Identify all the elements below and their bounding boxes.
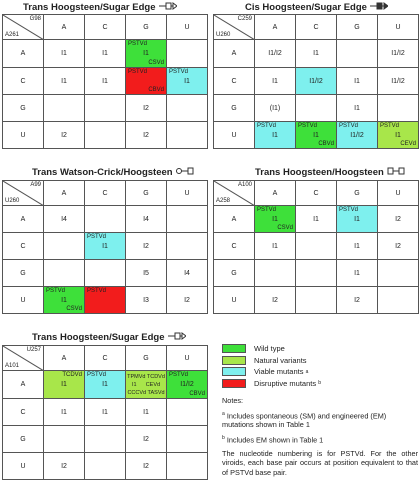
col-header: U bbox=[378, 181, 419, 206]
cell bbox=[85, 260, 126, 287]
cell bbox=[296, 287, 337, 314]
col-header: U bbox=[167, 181, 208, 206]
cell-wild-type: PSTVd I1 CBVd bbox=[296, 122, 337, 149]
cell: I1 bbox=[85, 40, 126, 68]
cell bbox=[85, 95, 126, 122]
row-header: G bbox=[3, 260, 44, 287]
note-a: $^a$ Includes spontaneous (SM) and engineered (EM) mutations shown in Table 1 bbox=[222, 410, 387, 430]
legend-item-wild-type: Wild type bbox=[222, 343, 417, 355]
cell: I1/I2 bbox=[378, 40, 419, 68]
row-header: U bbox=[214, 122, 255, 149]
row-header: G bbox=[3, 426, 44, 453]
col-header: G bbox=[126, 346, 167, 371]
cell-viable: I1/I2 bbox=[296, 68, 337, 95]
cell bbox=[85, 453, 126, 480]
col-header: A bbox=[255, 181, 296, 206]
panel3-corner: A99 U260 bbox=[3, 181, 44, 206]
cell bbox=[167, 426, 208, 453]
legend-swatch bbox=[222, 379, 246, 388]
row-header: A bbox=[3, 40, 44, 68]
cell: (I1) bbox=[255, 95, 296, 122]
cell: I2 bbox=[126, 426, 167, 453]
col-header: G bbox=[337, 181, 378, 206]
cell: I1 bbox=[44, 40, 85, 68]
cell: I1 bbox=[44, 68, 85, 95]
panel4-title: Trans Hoogsteen/Hoogsteen bbox=[255, 167, 405, 178]
col-header: A bbox=[44, 15, 85, 40]
cell bbox=[44, 95, 85, 122]
col-header: C bbox=[296, 181, 337, 206]
cell: I1 bbox=[255, 68, 296, 95]
panel2-table bbox=[213, 14, 419, 149]
cell bbox=[255, 260, 296, 287]
cell: I1 bbox=[85, 68, 126, 95]
cell-wild-type: PSTVd I1 CSVd bbox=[44, 287, 85, 314]
cell: I4 bbox=[126, 206, 167, 233]
trans-wc-hoogsteen-icon bbox=[176, 167, 194, 177]
cell: I1 bbox=[337, 68, 378, 95]
legend bbox=[222, 343, 417, 389]
cell-viable: PSTVd I1 bbox=[85, 233, 126, 260]
cell: I2 bbox=[44, 453, 85, 480]
col-header: A bbox=[44, 181, 85, 206]
col-header: C bbox=[85, 346, 126, 371]
col-header: U bbox=[378, 15, 419, 40]
cell-wild-type: PSTVd I1/I2 CBVd bbox=[167, 371, 208, 399]
col-header: C bbox=[85, 181, 126, 206]
cell: I4 bbox=[44, 206, 85, 233]
row-header: C bbox=[3, 68, 44, 95]
cell: I3 bbox=[126, 287, 167, 314]
col-header: G bbox=[126, 15, 167, 40]
panel3-table bbox=[2, 180, 208, 314]
cell bbox=[296, 233, 337, 260]
legend-swatch bbox=[222, 356, 246, 365]
row-header: U bbox=[214, 287, 255, 314]
cell: I1 bbox=[85, 399, 126, 426]
cell bbox=[85, 122, 126, 149]
row-header: A bbox=[214, 206, 255, 233]
cell bbox=[337, 40, 378, 68]
note-b: $^b$ Includes EM shown in Table 1 bbox=[222, 434, 324, 445]
cell: I1 bbox=[44, 399, 85, 426]
row-header: C bbox=[214, 68, 255, 95]
row-header: G bbox=[214, 95, 255, 122]
row-header: A bbox=[3, 206, 44, 233]
panel5-table bbox=[2, 345, 208, 480]
cell: I1 bbox=[337, 233, 378, 260]
cell-viable: PSTVd I1 bbox=[255, 122, 296, 149]
cell: I2 bbox=[44, 122, 85, 149]
cell-wild-type: PSTVd I1 CSVd bbox=[255, 206, 296, 233]
row-header: A bbox=[214, 40, 255, 68]
panel1-corner: G98 A261 bbox=[3, 15, 44, 40]
cell-viable: PSTVd I1 bbox=[337, 206, 378, 233]
cell: I2 bbox=[126, 95, 167, 122]
row-header: C bbox=[3, 233, 44, 260]
col-header: G bbox=[126, 181, 167, 206]
cell bbox=[44, 260, 85, 287]
cell: I1/I2 bbox=[255, 40, 296, 68]
cell bbox=[296, 260, 337, 287]
trans-hoogsteen-sugar-icon bbox=[159, 2, 177, 12]
cell: I4 bbox=[167, 260, 208, 287]
cell: I1/I2 bbox=[378, 68, 419, 95]
cell bbox=[44, 426, 85, 453]
legend-item-disruptive-mutants: Disruptive mutants b bbox=[222, 378, 417, 390]
panel5-title: Trans Hoogsteen/Sugar Edge bbox=[32, 332, 186, 343]
legend-swatch bbox=[222, 367, 246, 376]
cell: I5 bbox=[126, 260, 167, 287]
panel2-corner: C259 U260 bbox=[214, 15, 255, 40]
legend-item-viable-mutants: Viable mutants a bbox=[222, 366, 417, 378]
panel4-corner: A100 A258 bbox=[214, 181, 255, 206]
cell-natural-variant: TCDVd I1 bbox=[44, 371, 85, 399]
cell: I2 bbox=[378, 206, 419, 233]
cell: I2 bbox=[126, 453, 167, 480]
col-header: C bbox=[85, 15, 126, 40]
panel2-title: Cis Hoogsteen/Sugar Edge bbox=[245, 2, 388, 13]
cis-hoogsteen-sugar-icon bbox=[370, 2, 388, 12]
cell bbox=[167, 453, 208, 480]
cell: I1 bbox=[255, 233, 296, 260]
panel4-table bbox=[213, 180, 419, 314]
cell-viable: PSTVd I1 bbox=[167, 68, 208, 95]
row-header: C bbox=[3, 399, 44, 426]
cell: I2 bbox=[126, 233, 167, 260]
cell bbox=[378, 95, 419, 122]
cell: I1 bbox=[296, 40, 337, 68]
cell: I2 bbox=[255, 287, 296, 314]
row-header: U bbox=[3, 287, 44, 314]
row-header: C bbox=[214, 233, 255, 260]
trans-hoogsteen-hoogsteen-icon bbox=[387, 167, 405, 177]
cell: I2 bbox=[337, 287, 378, 314]
row-header: G bbox=[3, 95, 44, 122]
cell bbox=[167, 399, 208, 426]
row-header: U bbox=[3, 122, 44, 149]
panel1-title: Trans Hoogsteen/Sugar Edge bbox=[23, 2, 177, 13]
col-header: G bbox=[337, 15, 378, 40]
cell bbox=[167, 122, 208, 149]
cell bbox=[167, 206, 208, 233]
cell-viable: PSTVd I1/I2 bbox=[337, 122, 378, 149]
notes-body: The nucleotide numbering is for PSTVd. For the other viroids, each base pair occurs at position equivalent to that of PSTVd base pair. bbox=[222, 448, 418, 477]
cell: I2 bbox=[378, 233, 419, 260]
col-header: U bbox=[167, 15, 208, 40]
legend-item-natural-variants: Natural variants bbox=[222, 355, 417, 367]
cell bbox=[167, 233, 208, 260]
cell: I1 bbox=[126, 399, 167, 426]
cell: I1 bbox=[296, 206, 337, 233]
cell-natural-variant: TPMVd TCDVd I1 CEVd CCCVd TASVd bbox=[126, 371, 167, 399]
cell-natural-variant: PSTVd I1 CEVd bbox=[378, 122, 419, 149]
row-header: G bbox=[214, 260, 255, 287]
panel3-title: Trans Watson-Crick/Hoogsteen bbox=[32, 167, 194, 178]
notes-heading: Notes: bbox=[222, 396, 244, 405]
col-header: A bbox=[44, 346, 85, 371]
cell: I1 bbox=[337, 260, 378, 287]
col-header: U bbox=[167, 346, 208, 371]
cell bbox=[378, 287, 419, 314]
cell: I2 bbox=[126, 122, 167, 149]
notes bbox=[222, 396, 418, 481]
cell bbox=[85, 206, 126, 233]
cell: I1 bbox=[337, 95, 378, 122]
panel1-table bbox=[2, 14, 208, 149]
row-header: U bbox=[3, 453, 44, 480]
row-header: A bbox=[3, 371, 44, 399]
cell bbox=[167, 95, 208, 122]
cell-disruptive: PSTVd CBVd bbox=[126, 68, 167, 95]
cell: I2 bbox=[167, 287, 208, 314]
cell-wild-type: PSTVd I1 CSVd bbox=[126, 40, 167, 68]
trans-hoogsteen-sugar-icon bbox=[168, 332, 186, 342]
cell bbox=[167, 40, 208, 68]
cell-viable: PSTVd I1 bbox=[85, 371, 126, 399]
col-header: C bbox=[296, 15, 337, 40]
cell bbox=[44, 233, 85, 260]
cell bbox=[378, 260, 419, 287]
panel5-corner: U257 A101 bbox=[3, 346, 44, 371]
cell-disruptive: PSTVd bbox=[85, 287, 126, 314]
cell bbox=[85, 426, 126, 453]
cell bbox=[296, 95, 337, 122]
col-header: A bbox=[255, 15, 296, 40]
legend-swatch bbox=[222, 344, 246, 353]
